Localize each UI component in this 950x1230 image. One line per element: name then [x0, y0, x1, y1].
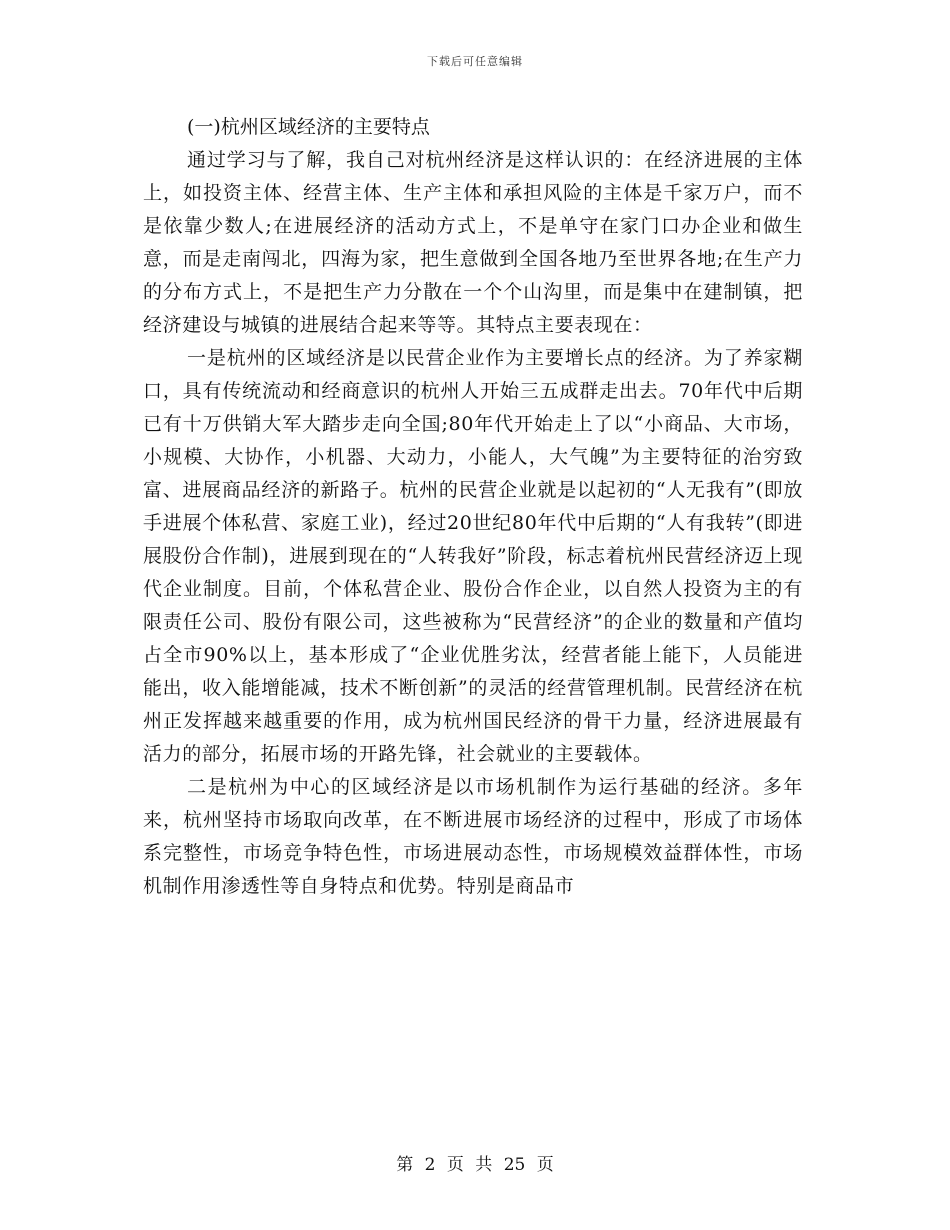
- paragraph-private-enterprise: 一是杭州的区域经济是以民营企业作为主要增长点的经济。为了养家糊口，具有传统流动和经商意识的杭州人开始三五成群走出去。70年代中后期已有十万供销大军大踏步走向全国;80年代开始走上了以“小商品、大市场，小规模、大协作，小机器、大动力，小能人，大气魄”为主要特征的治穷致富、进展商品经济的新路子。杭州的民营企业就是以起初的“人无我有”(即放手进展个体私营、家庭工业)，经过20世纪80年代中后期的“人有我转”(即进展股份合作制)，进展到现在的“人转我好”阶段，标志着杭州民营经济迈上现代企业制度。目前，个体私营企业、股份合作企业，以自然人投资为主的有限责任公司、股份有限公司，这些被称为“民营经济”的企业的数量和产值均占全市90%以上，基本形成了“企业优胜劣汰，经营者能上能下，人员能进能出，收入能增能减，技术不断创新”的灵活的经营管理机制。民营经济在杭州正发挥越来越重要的作用，成为杭州国民经济的骨干力量，经济进展最有活力的部分，拓展市场的开路先锋，社会就业的主要载体。: [143, 347, 803, 765]
- page-header-note: 下载后可任意编辑: [427, 55, 523, 68]
- page-number-footer: 第 2 页 共 25 页: [396, 1155, 554, 1175]
- document-body: [143, 111, 803, 903]
- paragraph-intro: 通过学习与了解，我自己对杭州经济是这样认识的：在经济进展的主体上，如投资主体、经营主体、生产主体和承担风险的主体是千家万户，而不是依靠少数人;在进展经济的活动方式上，不是单守在家门口办企业和做生意，而是走南闯北，四海为家，把生意做到全国各地乃至世界各地;在生产力的分布方式上，不是把生产力分散在一个个山沟里，而是集中在建制镇，把经济建设与城镇的进展结合起来等等。其特点主要表现在：: [143, 149, 803, 336]
- paragraph-market-mechanism: 二是杭州为中心的区域经济是以市场机制作为运行基础的经济。多年来，杭州坚持市场取向改革，在不断进展市场经济的过程中，形成了市场体系完整性，市场竞争特色性，市场进展动态性，市场规模效益群体性，市场机制作用渗透性等自身特点和优势。特别是商品市: [143, 776, 803, 897]
- section-title: (一)杭州区域经济的主要特点: [187, 116, 430, 138]
